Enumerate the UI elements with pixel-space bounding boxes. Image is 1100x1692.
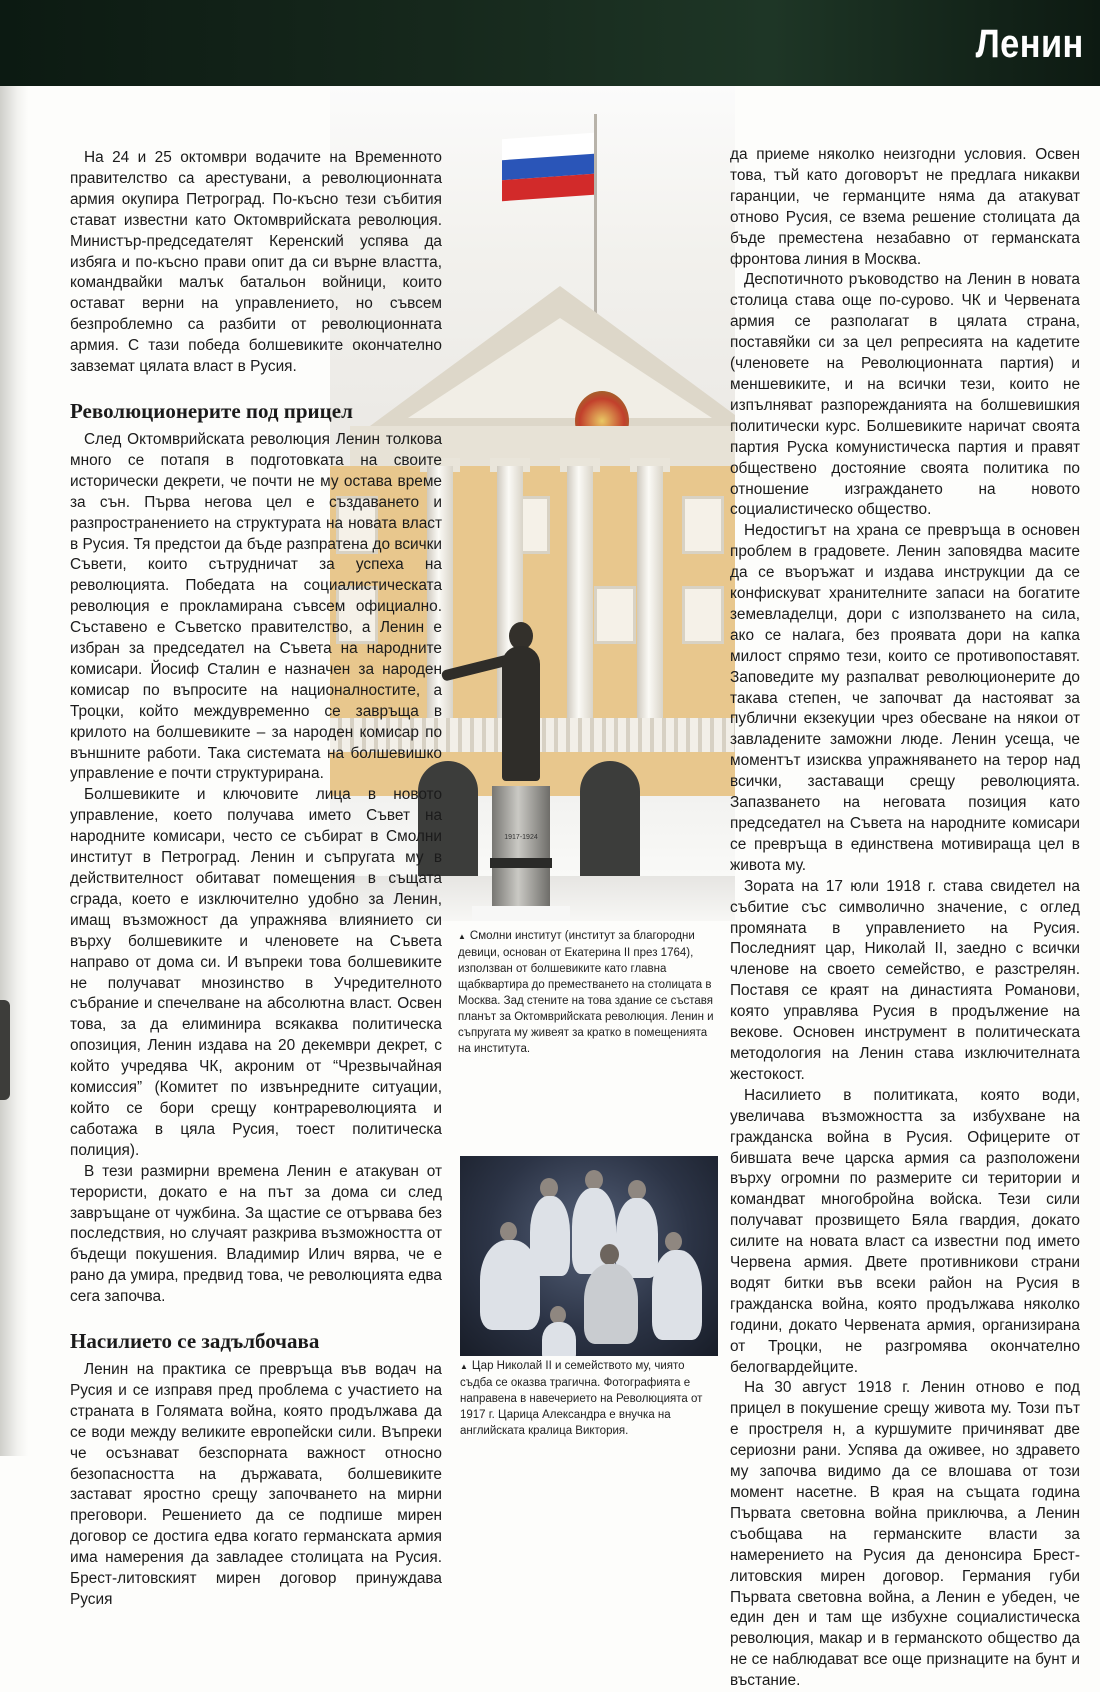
window	[682, 586, 724, 644]
figure	[584, 1264, 638, 1344]
figure-head	[540, 1178, 558, 1198]
statue-pedestal	[492, 786, 550, 921]
family-caption-text: Цар Николай II и семейството му, чиято съдба се оказва трагична. Фотографията е направена в навечерието на Революцията от 1917 г. Царица Александра е внучка на английската кралица Виктория.	[460, 1360, 703, 1437]
figure-head	[628, 1180, 646, 1200]
page-title: Ленин	[975, 22, 1084, 66]
pedestal-band	[490, 858, 552, 868]
paragraph: След Октомврийската революция Ленин толкова много се потапя в подготовката на своите исторически декрети, че почти не му остава време за сън. Първа негова цел е създаването и разпространението на структурата на новата власт в Русия. Тя предстои да бъде разпратена до всички Съвети, които сътрудничат за успеха на революцията. Победата на социалистическата революция е прокламирана съвсем официално. Съставено е Съветско правителство, а Ленин е избран за председател на Съвета на народните комисари. Йосиф Сталин е назначен за народен комисар по въпросите на националностите, а Троцки, който междувременно се завръща в крилото на болшевиките – за народен комисар по външните работи. Така системата на болшевишко управление е почти структурирана.	[70, 430, 442, 783]
section-heading-violence: Насилието се задълбочава	[70, 1329, 320, 1354]
paragraph: Насилието в политиката, която води, увеличава възможността за избухване на гражданска война в Русия. Офицерите от бившата вече царска армия са разположени върху огромни по размерите си територии и командват многобройна войска. Тези сили получават прозвището Бяла гвардия, докато силите на новата власт са известни под името Червена армия. Двете противникови страни водят битки във всеки район на Русия в гражданска война, която продължава няколко години, докато Червената армия, организирана от Троцки, не разгромява окончателно белогвардейците.	[730, 1086, 1080, 1376]
paragraph: Ленин на практика се превръща във водач на Русия и се изправя пред проблема с участието на страната в Голямата война, която продължава да се води между великите европейски сили. Въпреки че осъзнават безспорната важност относно безопасността на държавата, болшевиките застават яростно срещу започването на мирни преговори. Решението да се подпише мирен договор се достига едва когато германската армия има намерения да завладее столицата на Русия. Брест-литовският мирен договор принуждава Русия	[70, 1361, 442, 1608]
left-text-column	[70, 148, 442, 1611]
statue-plinth	[472, 906, 570, 921]
figure-head	[665, 1232, 682, 1251]
pedestal-inscription: 1917-1924	[504, 834, 538, 841]
romanov-family-photo	[460, 1156, 718, 1356]
paragraph: Деспотичното ръководство на Ленин в новата столица става още по-сурово. ЧК и Червената армия се разполагат в цялата страна, поставяйки си за цел репресията на кадетите (членовете на Революционната партия) и меншевиките, и на всички тези, които не изпълняват разпорежданията на болшевишкия политически курс. Болшевиките наричат своята партия Руска комунистическа партия и правят обществено достояние своята политика по отношение изграждането на новото социалистическо общество.	[730, 271, 1080, 519]
right-text-column	[730, 145, 1080, 1692]
figure	[652, 1250, 702, 1340]
caption-pointer-icon: ▲	[458, 932, 466, 941]
section-heading-revolutionaries: Революционерите под прицел	[70, 398, 353, 423]
column	[567, 466, 593, 746]
binder-clip	[0, 1000, 10, 1100]
paragraph: Недостигът на храна се превръща в основен проблем в градовете. Ленин заповядва масите да се въоръжат и издава инструкции да се конфискуват хранителните запаси на богатите земевладелци, дори с използването на сила, ако се налага, без проявата дори на капка милост спрямо тези, които се противопоставят. Заповедите му разпалват революционерите до такава степен, че започват да настояват за публични екзекуции чрез обесване на някои от завладените заможни люде. Ленин усеща, че моментът изисква упражняването на терор над всички, заставащи срещу революцията. Запазването на неговата позиция като председател на Съвета на народните комисари се превръща в единствена мотивираща цел в живота му.	[730, 522, 1080, 874]
smolny-caption	[458, 928, 718, 1057]
header-band	[0, 0, 1100, 86]
paragraph: Зората на 17 юли 1918 г. става свидетел на събитие със символично значение, с оглед промяната в управлението на Русия. Последният цар, Николай II, заедно с всички членове на своето семейство, е разстрелян. Поставя се краят на династията Романови, която управлява Русия в продължение на векове. Основен инструмент в политическата методология на Ленин става изключителната жестокост.	[730, 877, 1080, 1083]
figure-head	[600, 1244, 619, 1265]
family-caption	[460, 1358, 718, 1439]
lenin-statue	[502, 646, 540, 781]
paragraph: Болшевиките и ключовите лица в новото управление, което получава името Съвет на народните комисари, често се събират в Смолни институт в Петроград. Ленин и съпругата му в действителност обитават помещения в същата сграда, което е изключително удобно за Ленин, имащ възможност да упражнява влиянието си върху болшевиките и членовете на Съвета направо от дома си. И въпреки това болшевиките не получават мнозинство в Учредителното събрание и спечелване на абсолютна власт. Освен това, за да елиминира всякаква политическа опозиция, Ленин издава на 20 декември декрет, с който учредява ЧК, акроним от “Чрезвычайная комиссия” (Комитет по извънредните ситуации, който се бори срещу контрареволюцията и саботажа в цяла Русия, тоест политическа полиция).	[70, 786, 442, 1159]
arch-doorway	[580, 761, 640, 881]
smolny-caption-text: Смолни институт (институт за благородни девици, основан от Екатерина II през 1764), използван от болшевиките като главна щабквартира до преместването на столицата в Москва. Зад стените на това здание се съставя планът за Октомврийската революция. Ленин и съпругата му живеят за кратко в помещенията на института.	[458, 930, 714, 1055]
caption-pointer-icon: ▲	[460, 1362, 468, 1371]
column	[637, 466, 663, 746]
window	[594, 586, 636, 644]
figure	[480, 1240, 540, 1330]
paragraph: да приеме няколко неизгодни условия. Освен това, тъй като договорът не предлага никакви гаранции, че германците няма да атакуват отново Русия, се взема решение столицата да бъде преместена незабавно от германската фронтова линия в Москва.	[730, 146, 1080, 268]
intro-paragraph: На 24 и 25 октомври водачите на Временното правителство са арестувани, а революционната армия окупира Петроград. По-късно тези събития стават известни като Октомврийската революция. Министър-председателят Керенский успява да избяга и по-късно прави опит да си върне властта, командвайки малък батальон войници, които остават верни на управлението, но съвсем безпроблемно са разбити от революционната армия. С тази победа болшевиките окончателно завземат цялата власт в Русия.	[70, 149, 442, 376]
window	[682, 496, 724, 554]
russian-flag	[502, 133, 594, 201]
figure-head	[585, 1170, 603, 1190]
page-edge-shadow	[0, 86, 28, 1456]
paragraph: На 30 август 1918 г. Ленин отново е под прицел в покушение срещу живота му. Този път е простреля н, а куршумите причиняват две сериозни рани. Успява да оживее, но здравето му започва видимо да се влошава от този момент насетне. В края на същата година Първата световна война приключва, а Ленин съобщава на германските власти за намерението на Русия да денонсира Брест-литовския мирен договор. Германия губи Първата световна война, а Ленин е убеден, че един ден и там ще избухне социалистическа революция, макар и в германското общество да не се наблюдават все още признаците на бунт и въстание.	[730, 1379, 1080, 1690]
pediment-inner	[408, 318, 712, 418]
figure-head	[500, 1222, 517, 1241]
paragraph: В тези размирни времена Ленин е атакуван от терористи, докато е на път за дома си след завръщане от чужбина. За щастие се отървава без последствия, но случаят разкрива възможността от бъдещи покушения. Владимир Илич вярва, че е рано да умира, предвид това, че революцията едва сега започва.	[70, 1162, 442, 1306]
figure	[542, 1322, 576, 1356]
